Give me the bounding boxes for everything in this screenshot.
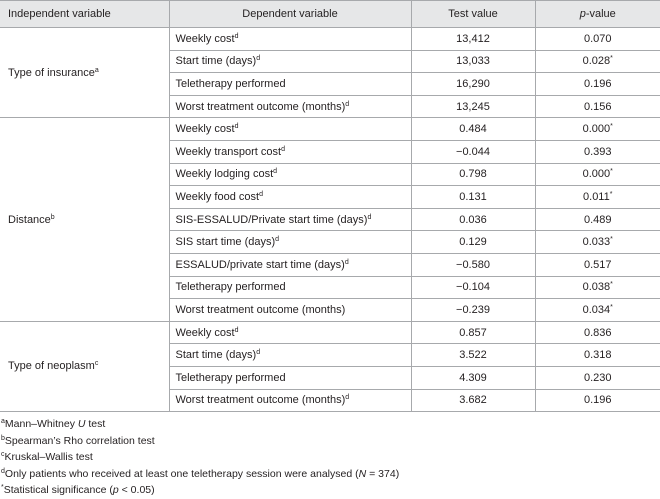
- test-value-cell: 0.131: [411, 186, 535, 209]
- footnote-mark: b: [1, 434, 5, 442]
- footnote-mark: b: [50, 213, 55, 221]
- footnote-mark: d: [1, 467, 5, 475]
- significance-mark: *: [610, 168, 613, 176]
- dependent-variable-label: Worst treatment outcome (months): [175, 100, 346, 113]
- test-value-cell: 13,245: [411, 95, 535, 118]
- footnote-mark: d: [275, 236, 280, 244]
- test-value-cell: −0.580: [411, 253, 535, 276]
- dependent-variable-label: Start time (days): [175, 55, 257, 68]
- header-p-value-suffix: -value: [585, 8, 616, 20]
- p-value-cell: [535, 389, 660, 412]
- test-value-cell: 3.522: [411, 344, 535, 367]
- footnote: [1, 416, 660, 433]
- p-value-text: 0.196: [583, 77, 612, 90]
- dependent-variable-cell: [169, 253, 411, 276]
- dependent-variable-label: Teletherapy performed: [175, 77, 286, 90]
- independent-variable-label: Distance: [8, 213, 51, 226]
- p-value-cell: [535, 208, 660, 231]
- p-value-cell: [535, 344, 660, 367]
- significance-mark: *: [610, 303, 613, 311]
- p-value-text: 0.836: [583, 326, 612, 339]
- p-value-cell: [535, 231, 660, 254]
- p-value-text: 0.230: [583, 371, 612, 384]
- table-header-row: [0, 1, 660, 28]
- dependent-variable-label: Teletherapy performed: [175, 371, 286, 384]
- test-value-cell: 4.309: [411, 366, 535, 389]
- footnote-mark: d: [256, 349, 261, 357]
- test-value-cell: −0.239: [411, 299, 535, 322]
- p-value-text: 0.196: [583, 394, 612, 407]
- table-row: [0, 28, 660, 51]
- footnote-mark: d: [234, 326, 239, 334]
- dependent-variable-cell: [169, 208, 411, 231]
- footnote-mark: d: [234, 32, 239, 40]
- footnote: [1, 466, 660, 483]
- p-value-text: 0.038: [582, 281, 611, 294]
- dependent-variable-label: Weekly cost: [175, 32, 235, 45]
- dependent-variable-label: Worst treatment outcome (months): [175, 303, 346, 316]
- independent-variable-cell: [0, 28, 169, 118]
- p-value-text: 0.000: [582, 168, 611, 181]
- table-footnotes: [0, 416, 660, 499]
- footnote-text: Statistical significance (: [3, 484, 113, 497]
- test-value-cell: 13,412: [411, 28, 535, 51]
- dependent-variable-label: Worst treatment outcome (months): [175, 394, 346, 407]
- dependent-variable-cell: [169, 95, 411, 118]
- table-row: [0, 118, 660, 141]
- dependent-variable-label: Weekly cost: [175, 326, 235, 339]
- p-value-text: 0.070: [583, 32, 612, 45]
- p-value-cell: [535, 118, 660, 141]
- footnote-mark: d: [367, 213, 372, 221]
- test-value-cell: 0.036: [411, 208, 535, 231]
- test-value-cell: 16,290: [411, 73, 535, 96]
- p-value-text: 0.517: [583, 258, 612, 271]
- p-value-cell: [535, 186, 660, 209]
- dependent-variable-label: Weekly food cost: [175, 190, 260, 203]
- table-row: [0, 321, 660, 344]
- dependent-variable-label: SIS-ESSALUD/Private start time (days): [175, 213, 368, 226]
- footnote-mark: c: [1, 451, 5, 459]
- header-test-value: Test value: [411, 1, 535, 28]
- independent-variable-cell: [0, 118, 169, 321]
- dependent-variable-label: SIS start time (days): [175, 236, 276, 249]
- dependent-variable-cell: [169, 118, 411, 141]
- test-value-cell: 0.484: [411, 118, 535, 141]
- footnote-mark: d: [273, 168, 278, 176]
- p-value-text: 0.000: [582, 123, 611, 136]
- footnote-mark: d: [344, 258, 349, 266]
- p-value-text: 0.489: [583, 213, 612, 226]
- dependent-variable-cell: [169, 366, 411, 389]
- p-value-text: 0.011: [583, 190, 610, 203]
- footnote-mark: a: [94, 66, 99, 74]
- dependent-variable-cell: [169, 344, 411, 367]
- header-p-value: [535, 1, 660, 28]
- dependent-variable-cell: [169, 140, 411, 163]
- p-value-text: 0.318: [583, 349, 612, 362]
- footnote-mark: d: [281, 145, 285, 153]
- significance-mark: *: [610, 123, 613, 131]
- footnote-text: = 374): [366, 467, 400, 480]
- test-value-cell: 13,033: [411, 50, 535, 73]
- dependent-variable-cell: [169, 186, 411, 209]
- p-value-cell: [535, 28, 660, 51]
- header-independent-variable: Independent variable: [0, 1, 169, 28]
- p-value-text: 0.156: [583, 100, 612, 113]
- footnote: [1, 449, 660, 466]
- independent-variable-label: Type of neoplasm: [8, 360, 95, 373]
- p-value-text: 0.393: [583, 145, 612, 158]
- dependent-variable-label: Weekly transport cost: [175, 145, 282, 158]
- independent-variable-cell: [0, 321, 169, 411]
- footnote-text: test: [85, 418, 106, 431]
- dependent-variable-cell: [169, 389, 411, 412]
- footnote-text: p: [112, 484, 119, 497]
- footnote-mark: d: [256, 55, 261, 63]
- p-value-cell: [535, 95, 660, 118]
- footnote: [1, 482, 660, 499]
- footnote-mark: d: [259, 190, 263, 198]
- test-value-cell: −0.104: [411, 276, 535, 299]
- footnote-text: Kruskal–Wallis test: [4, 451, 93, 464]
- independent-variable-label: Type of insurance: [8, 66, 95, 79]
- dependent-variable-label: Start time (days): [175, 349, 257, 362]
- p-value-cell: [535, 299, 660, 322]
- dependent-variable-cell: [169, 163, 411, 186]
- dependent-variable-label: Weekly cost: [175, 123, 235, 136]
- header-dependent-variable: Dependent variable: [169, 1, 411, 28]
- dependent-variable-label: Teletherapy performed: [175, 281, 286, 294]
- dependent-variable-cell: [169, 321, 411, 344]
- footnote-text: Mann–Whitney: [4, 418, 78, 431]
- p-value-cell: [535, 73, 660, 96]
- p-value-cell: [535, 321, 660, 344]
- footnote-mark: c: [94, 360, 99, 368]
- dependent-variable-label: ESSALUD/private start time (days): [175, 258, 345, 271]
- p-value-text: 0.028: [582, 55, 611, 68]
- dependent-variable-cell: [169, 50, 411, 73]
- footnote-mark: *: [1, 484, 4, 492]
- test-value-cell: 0.129: [411, 231, 535, 254]
- test-value-cell: −0.044: [411, 140, 535, 163]
- footnote-text: U: [77, 418, 86, 431]
- dependent-variable-cell: [169, 231, 411, 254]
- p-value-text: 0.033: [582, 236, 611, 249]
- p-value-cell: [535, 140, 660, 163]
- dependent-variable-cell: [169, 299, 411, 322]
- table-body: [0, 28, 660, 412]
- test-value-cell: 3.682: [411, 389, 535, 412]
- p-value-cell: [535, 366, 660, 389]
- p-value-cell: [535, 253, 660, 276]
- footnote-text: Only patients who received at least one teletherapy session were analysed (: [4, 467, 359, 480]
- significance-mark: *: [609, 190, 613, 198]
- footnote-mark: d: [345, 100, 350, 108]
- header-p-value-italic: p: [579, 8, 586, 20]
- p-value-text: 0.034: [582, 303, 611, 316]
- significance-mark: *: [610, 236, 613, 244]
- footnote: [1, 433, 660, 450]
- significance-mark: *: [610, 55, 613, 63]
- test-value-cell: 0.857: [411, 321, 535, 344]
- dependent-variable-cell: [169, 28, 411, 51]
- dependent-variable-cell: [169, 73, 411, 96]
- footnote-mark: a: [1, 418, 5, 426]
- p-value-cell: [535, 50, 660, 73]
- footnote-mark: d: [234, 123, 239, 131]
- p-value-cell: [535, 276, 660, 299]
- footnote-text: < 0.05): [118, 484, 155, 497]
- significance-mark: *: [610, 281, 613, 289]
- p-value-cell: [535, 163, 660, 186]
- dependent-variable-cell: [169, 276, 411, 299]
- dependent-variable-label: Weekly lodging cost: [175, 168, 274, 181]
- footnote-mark: d: [345, 394, 350, 402]
- footnote-text: Spearman’s Rho correlation test: [4, 434, 155, 447]
- test-value-cell: 0.798: [411, 163, 535, 186]
- footnote-text: N: [358, 467, 367, 480]
